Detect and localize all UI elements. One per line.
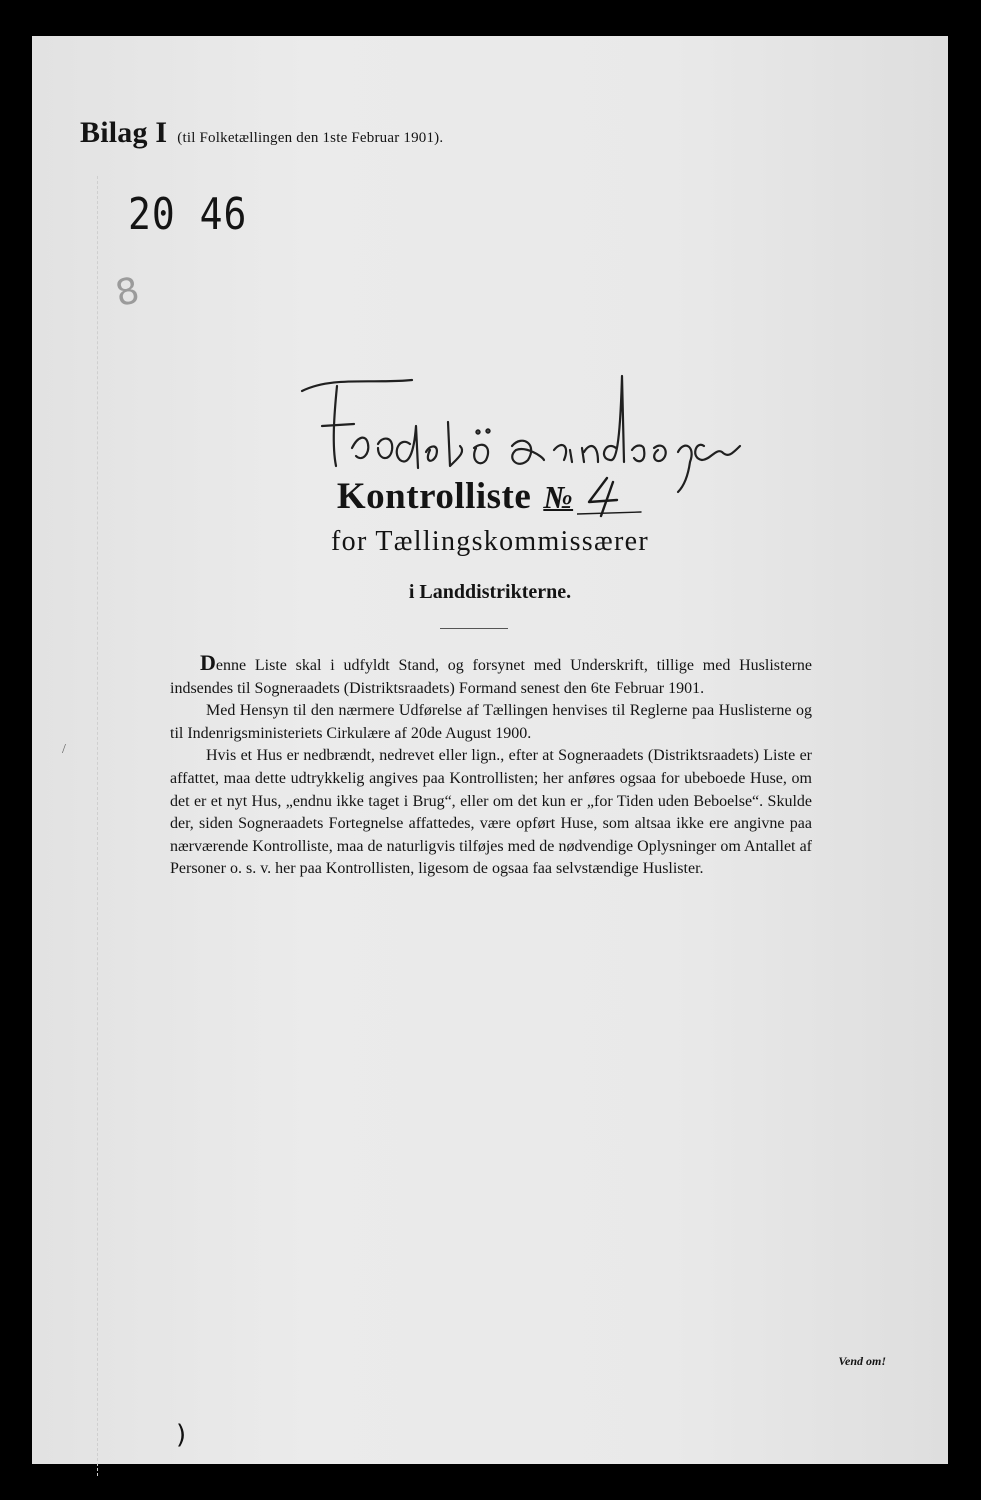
divider-rule <box>440 628 508 629</box>
document-subtitle: for Tællingskommissærer <box>331 526 649 557</box>
paragraph-1 <box>170 652 812 700</box>
bilag-label: Bilag I <box>80 116 168 149</box>
title-main: Kontrolliste <box>336 476 532 517</box>
instructions-text <box>170 652 812 881</box>
paragraph-3: Hvis et Hus er nedbrændt, nedrevet eller lign., efter at Sogneraadets (Distriktsraadets) Liste er affattet, maa dette udtrykkelig angives paa Kontrollisten; her anføres ogsaa for ubeboede Huse, om det er et nyt Hus, „endnu ikke taget i Brug“, eller om det kun er „for Tiden uden Beboelse“. Skulde der, siden Sogneraadets Fortegnelse affattedes, være opført Huse, som altsaa ikke ere angivne paa nærværende Kontrolliste, maa de naturligvis tilføjes med de nødvendige Oplysninger om Antallet af Personer o. s. v. her paa Kontrollisten, ligesom de ogsaa faa selvstændige Huslister. <box>170 747 812 878</box>
number-sign: № <box>543 479 574 515</box>
fold-mark <box>97 176 98 1476</box>
document-subtitle-2: i Landdistrikterne. <box>408 581 572 603</box>
stamped-reference-number: 20 46 <box>128 188 248 240</box>
scan-edge-mark: ) <box>176 1420 187 1450</box>
paragraph-1-text: enne Liste skal i udfyldt Stand, og forsynet med Underskrift, tillige med Huslisterne indsendes til Sogneraadets (Distriktsraadets) Formand senest den 6te Februar 1901. <box>170 657 812 697</box>
paragraph-2: Med Hensyn til den nærmere Udførelse af Tællingen henvises til Reglerne paa Huslisterne og til Indenrigsministeriets Cirkulære af 20de August 1900. <box>170 702 812 742</box>
document-page <box>32 36 948 1464</box>
turn-over-note: Vend om! <box>838 1354 886 1368</box>
drop-cap: D <box>200 650 216 675</box>
pencil-mark: 8 <box>111 270 143 315</box>
margin-tick: / <box>62 742 66 757</box>
document-title <box>32 464 948 518</box>
handwritten-list-number <box>577 474 643 518</box>
bilag-heading <box>80 116 443 150</box>
bilag-subtitle: (til Folketællingen den 1ste Februar 1901). <box>177 130 444 146</box>
